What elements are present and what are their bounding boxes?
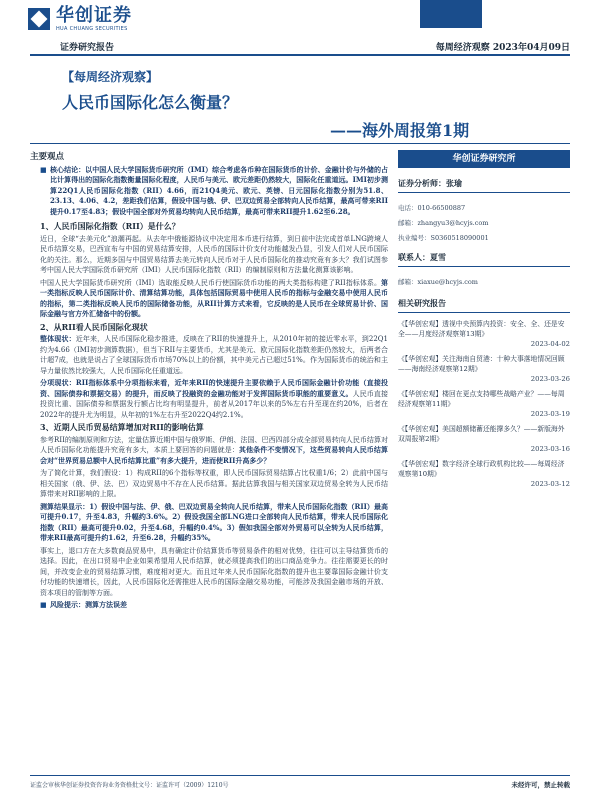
section-3-paragraph-4: 事实上，退口方在大多数商品贸易中，具有确定计价结算货币等贸易条件的相对优势，往往可以主导结算货币的选择。因此，在出口贸易中企业如果希望用人民币结算，就必须提高我们的出口商品竞争力。往往需要更长的时间，并改变企业的贸易结算习惯，难度相对更大。而且过年来人民币国际化指数的提升也主要靠国际金融计价支付功能的快速增长，因此，人民币国际化还需推进人民币的国际金融交易功能，可能涉及我国金融市场的开放、资本项目的管制等方面。 bbox=[40, 546, 388, 597]
license-value: S0360518090001 bbox=[430, 234, 489, 242]
section-2-paragraph-2-normal: 人民币直接投资比重、国际债券和票据发行额占比均有明显提升，前者从2017年以来的5%左右升至现在约20%，后者在2022年的提升尤为明显，从年初的1%左右升至2022Q4约2.1%。 bbox=[40, 389, 389, 419]
related-report-item[interactable] bbox=[398, 319, 570, 348]
research-institute-banner: 华创证券研究所 bbox=[398, 150, 570, 168]
company-logo bbox=[28, 6, 132, 32]
email-value[interactable]: zhangyu3@hcyjs.com bbox=[417, 219, 489, 227]
related-report-date: 2023-03-12 bbox=[530, 480, 570, 488]
section-1-paragraph-2 bbox=[40, 278, 388, 320]
footer-divider bbox=[30, 775, 570, 776]
report-header bbox=[0, 0, 600, 62]
related-reports-label: 相关研究报告 bbox=[398, 298, 570, 313]
report-date-label: 每周经济观察 2023年04月09日 bbox=[435, 43, 570, 53]
section-3-paragraph-3: 测算结果显示：1）假设中国与法、伊、俄、巴双边贸易全转向人民币结算，带来人民币国际化指数（RII）最高可提升0.17，升至4.83，升幅约3.6%。2）假设我国全部LNG进口全部转向人民币结算，带来人民币国际化指数（RII）最高可提升0.02，升至4.68，升幅约0.4%。3）假如我国全部对外贸易可以全转为人民币结算，带来RII最高可提升约1.62，升至6.28，升幅约35%。 bbox=[40, 501, 388, 542]
header-blue-tab bbox=[420, 0, 482, 28]
section-1-paragraph-1: 近日，全球“去美元化”浪潮再起。从去年中俄能源协议中决定用本币进行结算，到日前中法完成首单LNG跨境人民币结算交易，巴西宣布与中国的贸易结算安排，人民币的国际计价支付功能越发凸显，引发人们对人民币国际化的关注。那么，近期多国与中国贸易结算去美元转向人民币对于人民币国际化的推动究竟有多大？我们试图参考中国人民大学国际货币研究所（IMI）人民币国际化指数（RII）的编制原则和方法量化测算该影响。 bbox=[40, 234, 388, 274]
section-3-paragraph-1-bold: 其他条件不变情况下，这些贸易转向人民币结算会对“世界贸易总额中人民币结算比重”有多大提升，进而使RII升高多少？ bbox=[40, 445, 389, 465]
header-divider bbox=[30, 54, 570, 56]
core-conclusion-text: 核心结论：以中国人民大学国际货币研究所（IMI）综合考虑各币种在国际货币的计价、金融计价与外储的占比计算得出的国际化指数衡量国际化程度，人民币与美元、欧元差距仍然较大，国际化任重道远。IMI初步测算22Q1人民币国际化指数（RII）4.66，而21Q4美元、欧元、英镑、日元国际化指数分别为51.8、23.13、4.06、4.2，差距我们估算，假设中国与俄、伊、巴双边贸易全部转向人民币结算，最高可带来RII提升0.17至4.83；假设中国全部对外贸易均转向人民币结算，最高可带来RII提升1.62至6.28。 bbox=[50, 164, 388, 216]
report-subtitle: ——海外周报第1期 bbox=[330, 121, 470, 140]
related-report-item[interactable] bbox=[398, 459, 570, 488]
series-tag: 【每周经济观察】 bbox=[62, 70, 159, 84]
logo-en-text: HUA CHUANG SECURITIES bbox=[56, 26, 128, 32]
related-report-title[interactable]: 《【华创宏观】关注海南自贸港：十种大事落地情况回顾——海南经济观察第12期》 bbox=[398, 355, 565, 373]
section-1-title: 1、人民币国际化指数（RII）是什么？ bbox=[40, 221, 180, 231]
section-1-paragraph-2-bold: 第一类指标反映人民币国际计价、清算结算功能，具体包括国际贸易中使用人民币的指标与金融交易中使用人民币的指标，第二类指标反映人民币的国际储备功能，从RII计算方式来看，它反映的是人民币在全球贸易计价、国际金融与官方外汇储备中的份额。 bbox=[40, 277, 388, 318]
related-report-item[interactable] bbox=[398, 389, 570, 418]
contact-email-label: 邮箱： bbox=[398, 278, 418, 286]
section-2-paragraph-1-bold: 整体现状： bbox=[40, 334, 76, 343]
section-2-title: 2、从RII看人民币国际化现状 bbox=[40, 321, 148, 332]
footer-license-text: 证监会审核华创证券投资咨询业务资格批文号：证监许可（2009）1210号 bbox=[30, 782, 229, 789]
core-conclusion bbox=[40, 165, 388, 220]
report-type-label: 证券研究报告 bbox=[60, 43, 115, 53]
email-label: 邮箱： bbox=[398, 219, 418, 227]
section-2-paragraph-2 bbox=[40, 378, 388, 420]
logo-cn-text: 华创证券 bbox=[56, 5, 132, 26]
related-report-date: 2023-04-02 bbox=[530, 340, 570, 348]
contact-email bbox=[398, 277, 570, 286]
section-2-paragraph-1 bbox=[40, 334, 388, 376]
section-3-paragraph-1 bbox=[40, 435, 388, 467]
risk-warning bbox=[40, 600, 388, 613]
section-3-paragraph-1-normal: 参考RII的编制原则和方法，定量估算近期中国与俄罗斯、伊朗、法国、巴西四部分成全部贸易转向人民币结算对人民币国际化功能提升究竟有多大，本质上要回答的问题就是： bbox=[40, 435, 388, 454]
contact-person-label: 联系人：夏雪 bbox=[398, 252, 570, 267]
section-1-paragraph-2-normal: 中国人民大学国际货币研究所（IMI）选取能反映人民币行使国际货币功能的两大类指标构建了RII指标体系。 bbox=[40, 278, 381, 287]
main-content bbox=[30, 150, 388, 613]
related-report-title[interactable]: 《【华创宏观】美国超额储蓄还能撑多久？——新版海外双周报第2期》 bbox=[398, 425, 565, 443]
report-title: 人民币国际化怎么衡量？ bbox=[62, 93, 239, 112]
section-3-paragraph-2: 为了简化计算，我们假设：1）构成RII的6个指标等权重，即人民币国际贸易结算占比权重1/6；2）此前中国与相关国家（俄、伊、法、巴）双边贸易中不存在人民币结算。据此估算我国与相关国家双边贸易全转为人民币结算带来对RII影响的上限。 bbox=[40, 469, 388, 498]
analyst-license bbox=[398, 233, 570, 242]
related-report-title[interactable]: 《【华创宏观】楼回在更点支持哪些战略产业？——每周经济观察第11期》 bbox=[398, 390, 565, 408]
section-title-main-points: 主要观点 bbox=[30, 152, 65, 162]
logo-mark-icon bbox=[28, 8, 50, 30]
risk-warning-text: 测算方法误差 bbox=[85, 600, 127, 609]
analyst-label: 证券分析师：张瑜 bbox=[398, 178, 570, 193]
bullet-icon: ■ bbox=[40, 601, 47, 609]
related-report-date: 2023-03-26 bbox=[530, 375, 570, 383]
title-divider bbox=[30, 143, 570, 144]
footer-copyright: 未经许可，禁止转载 bbox=[511, 781, 570, 789]
bullet-icon: ■ bbox=[40, 165, 47, 174]
related-report-date: 2023-03-16 bbox=[530, 445, 570, 453]
risk-warning-label: 风险提示： bbox=[50, 600, 85, 609]
sidebar bbox=[398, 150, 570, 488]
license-label: 执业编号： bbox=[398, 234, 431, 242]
related-report-date: 2023-03-19 bbox=[530, 410, 570, 418]
related-report-item[interactable] bbox=[398, 354, 570, 383]
contact-email-value[interactable]: xiaxue@hcyjs.com bbox=[417, 278, 478, 286]
section-3-title: 3、近期人民币贸易结算增加对RII的影响估算 bbox=[40, 422, 204, 432]
section-2-paragraph-1-normal: 近年来，人民币国际化稳步推进，反映在了RII的快速提升上，从2010年初的接近零水平，到22Q1约为4.66（IMI初步测算数据），但当下RII与主要货币，尤其是美元、欧元国际化指数差距仍然较大，后两者合计超7成，也就是说占了全球国际货币市场70%以上的份额，其中美元占已超过51%。作为国际货币的统治和主导力量依然比较强大，人民币国际化任重道远。 bbox=[40, 335, 388, 375]
phone-label: 电话： bbox=[398, 204, 418, 212]
related-report-title[interactable]: 《【华创宏观】数字经济全球行政机构比较——每周经济观察第10期》 bbox=[398, 460, 565, 478]
analyst-email bbox=[398, 218, 570, 227]
section-2-paragraph-2-bold: 分项现状：RII指标体系中分项指标来看，近年来RII的快速提升主要依赖于人民币国际金融计价功能（直接投资、国际债券和票据交易）的提升，而反映了投融资的金融功能对于发挥国际货币职能的重要意义。 bbox=[40, 378, 388, 398]
related-report-item[interactable] bbox=[398, 424, 570, 453]
analyst-phone bbox=[398, 203, 570, 212]
phone-value: 010-66500887 bbox=[417, 204, 466, 212]
related-report-title[interactable]: 《【华创宏观】透视中央预算内投资：安全、全、还是安全——月度经济观察第13期》 bbox=[398, 320, 565, 338]
